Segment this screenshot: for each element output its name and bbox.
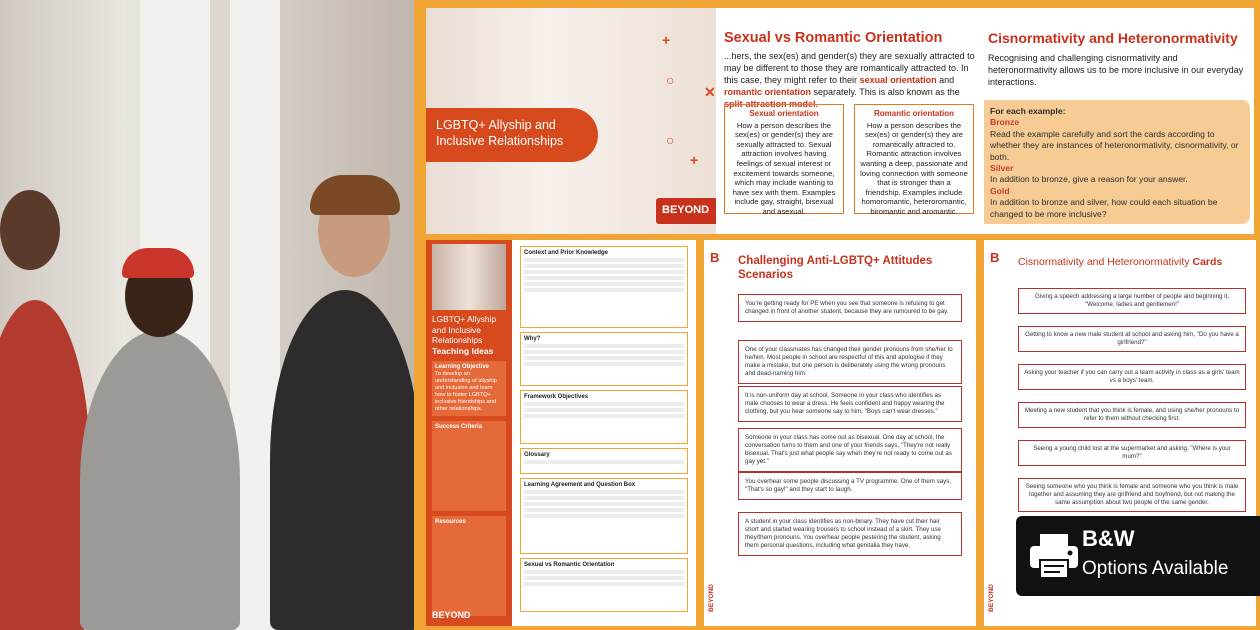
teaching-ideas-page bbox=[426, 240, 696, 626]
sexual-orientation-box: Sexual orientation How a person describes the sex(es) or gender(s) they are sexually attracted to. Sexual attraction involves having feelings of sexual interest or excitement towards someone, which may include wanting to have sex with them. Examples include gay, straight, bisexual and asexual. bbox=[724, 104, 844, 214]
plus-icon: + bbox=[690, 152, 699, 168]
scenario-card: Seeing someone who you think is female and someone who you think is male together and assuming they are girlfriend and boyfriend, but not making the same assumption about two people of the same gender. bbox=[1018, 478, 1246, 512]
slide-title bbox=[426, 8, 728, 234]
badge-title: B&W bbox=[1082, 526, 1135, 551]
scenario-card: You're getting ready for PE when you see that someone is refusing to get changed in front of another student, because they are rumoured to be gay. bbox=[738, 294, 962, 322]
slide-heading: Cisnormativity and Heteronormativity bbox=[988, 30, 1238, 46]
side-logo: BEYOND bbox=[708, 584, 715, 612]
scenario-card: Meeting a new student that you think is female, and using she/her pronouns to refer to them without checking first. bbox=[1018, 402, 1246, 428]
scenario-card: Asking your teacher if you can carry out a team activity in class as a girls' team vs a boys' team. bbox=[1018, 364, 1246, 390]
bw-options-badge bbox=[1016, 516, 1260, 596]
slide-heading: Sexual vs Romantic Orientation bbox=[724, 30, 943, 46]
slide-orientation bbox=[716, 8, 984, 234]
printer-icon bbox=[1028, 530, 1080, 582]
task-panel: For each example: Bronze Read the example carefully and sort the cards according to whether they are instances of heteronormativity, cisnormativity, or both. Silver In addition to bronze, give a reason for your answer. Gold In addition to bronze and silver, how could each situation be changed to be more inclusive? bbox=[984, 100, 1250, 224]
curly-hair bbox=[310, 175, 400, 215]
cross-icon: ✕ bbox=[704, 84, 716, 100]
scenario-card: One of your classmates has changed their gender pronouns from she/her to he/him. Most people in school are respectful of this and apologise if they make a mistake, but one person is deliberately using the wrong pronouns and dead-naming him. bbox=[738, 340, 962, 384]
beyond-b-icon: B bbox=[710, 250, 720, 265]
beyond-logo: BEYOND bbox=[656, 198, 718, 224]
page-sidebar: LGBTQ+ Allyship and Inclusive Relationships Teaching Ideas Learning Objective To develop an understanding of allyship and inclusion and learn how to foster LGBTQ+ inclusive friendships and other relationships. Success Criteria Resources bbox=[426, 240, 512, 626]
beyond-b-icon: B bbox=[990, 250, 1000, 265]
page-main: Context and Prior Knowledge Why? Framework Objectives Glossary Learning Agreement and Question Box Sexual vs Romantic Orientation bbox=[520, 246, 688, 616]
scenario-card: You overhear some people discussing a TV programme. One of them says, "That's so gay!" and they start to laugh. bbox=[738, 472, 962, 500]
scenario-card: It is non-uniform day at school. Someone in your class who identifies as male chooses to wear a dress. He feels confident and happy wearing the clothing, but you hear someone say to him, "Boys can't wear dresses." bbox=[738, 386, 962, 422]
scenario-card: Seeing a young child lost at the supermarket and asking, "Where is your mum?" bbox=[1018, 440, 1246, 466]
student-figure bbox=[0, 300, 90, 630]
scenarios-page bbox=[704, 240, 976, 626]
slide-normativity bbox=[984, 8, 1254, 234]
page-heading: Challenging Anti-LGBTQ+ Attitudes Scenarios bbox=[738, 255, 933, 281]
student-figure bbox=[270, 290, 414, 630]
scenario-card: A student in your class identifies as non-binary. They have cut their hair short and started wearing trousers to school instead of a skirt. They use they/them pronouns. You overhear people pestering the student, asking them personal questions, including what genitalia they have. bbox=[738, 512, 962, 556]
page-heading: Cisnormativity and Heteronormativity Cards bbox=[1018, 256, 1223, 268]
side-logo: BEYOND bbox=[988, 584, 995, 612]
scenario-card: Someone in your class has come out as bisexual. One day at school, the conversation turns to them and one of your friends says, "They're not really bisexual. That's just what people say when they're not ready to come out as gay yet." bbox=[738, 428, 962, 472]
beyond-logo: BEYOND bbox=[432, 610, 471, 620]
scenario-card: Giving a speech addressing a large number of people and beginning it, "Welcome, ladies and gentlemen!" bbox=[1018, 288, 1246, 314]
student-figure bbox=[80, 330, 240, 630]
student-head bbox=[0, 190, 60, 270]
sidebar-photo bbox=[432, 244, 506, 310]
slide-intro: Recognising and challenging cisnormativity and heteronormativity allows us to be more inclusive in our everyday interactions. bbox=[988, 53, 1244, 87]
scenario-card: Getting to know a new male student at school and asking him, "Do you have a girlfriend?" bbox=[1018, 326, 1246, 352]
circle-icon: ○ bbox=[666, 132, 675, 148]
slide-title-pill: LGBTQ+ Allyship and Inclusive Relationships bbox=[426, 108, 598, 162]
red-beanie bbox=[122, 248, 194, 278]
plus-icon: + bbox=[662, 32, 671, 48]
circle-icon: ○ bbox=[666, 72, 675, 88]
badge-subtitle: Options Available bbox=[1082, 558, 1229, 579]
hero-photo bbox=[0, 0, 414, 630]
romantic-orientation-box: Romantic orientation How a person describes the sex(es) or gender(s) they are romantically attracted to. Romantic attraction involves wanting a deep, passionate and loving connection with someone that is stronger than a friendship. Examples include homoromantic, heteroromantic, biromantic and aromantic. bbox=[854, 104, 974, 214]
slide-intro: ...hers, the sex(es) and gender(s) they are sexually attracted to may be different to those they are romantically attracted to. In this case, they might refer to their sexual orientation and romantic orientation separately. This is also known as the split-attraction model. bbox=[724, 51, 975, 109]
